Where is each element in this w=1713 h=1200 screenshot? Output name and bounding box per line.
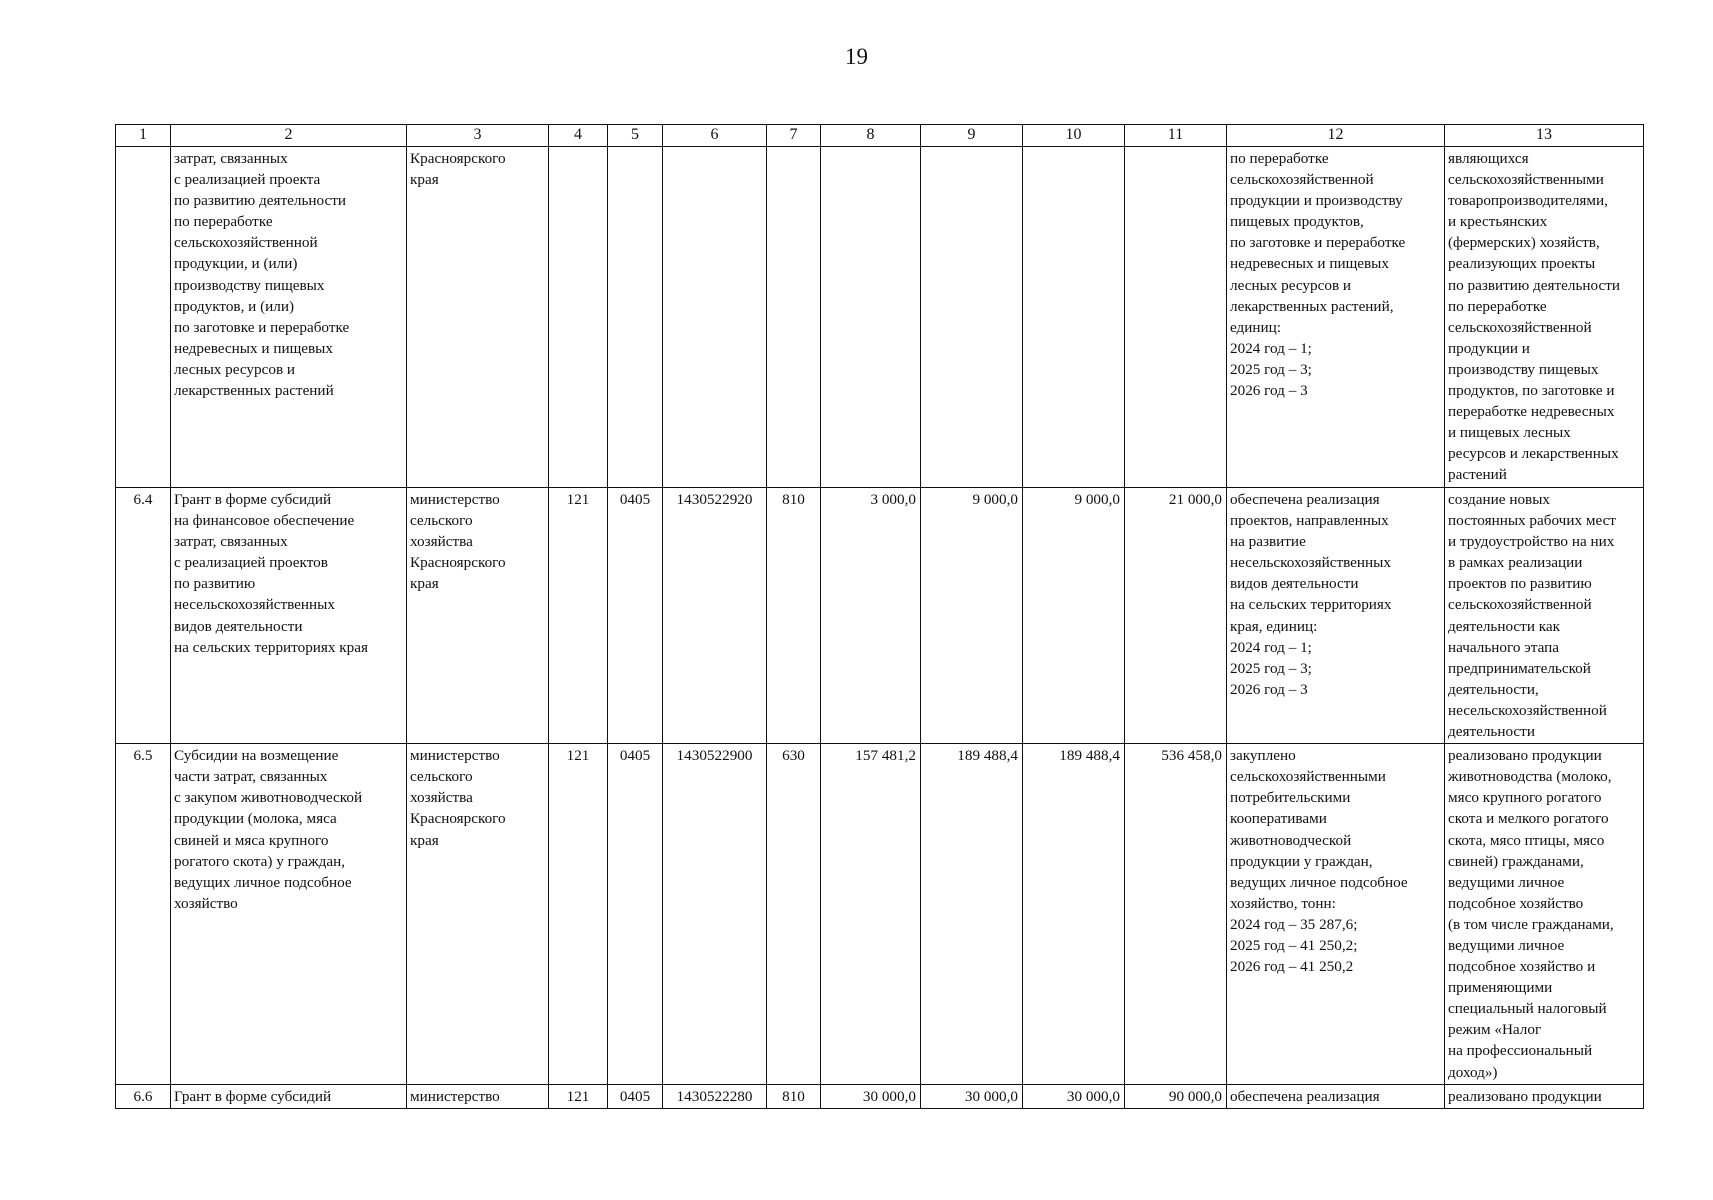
cell-total: 90 000,0 <box>1125 1084 1227 1108</box>
header-cell-6: 6 <box>663 125 767 147</box>
cell-2026: 9 000,0 <box>1023 488 1125 744</box>
cell-2024 <box>821 147 921 488</box>
header-cell-1: 1 <box>116 125 171 147</box>
cell-effect: создание новых постоянных рабочих мест и трудоустройство на них в рамках реализации проектов по развитию сельскохозяйственной деятельности как начального этапа предпринимательской деятельности, несельскохозяйственной деятельности <box>1445 488 1644 744</box>
cell-csr: 1430522900 <box>663 744 767 1085</box>
cell-executor: министерство <box>407 1084 549 1108</box>
cell-csr: 1430522920 <box>663 488 767 744</box>
cell-effect: являющихся сельскохозяйственными товаропроизводителями, и крестьянских (фермерских) хозяйств, реализующих проекты по развитию деятельности по переработке сельскохозяйственной продукции и производству пищевых продуктов, по заготовке и переработке недревесных и пищевых лесных ресурсов и лекарственных растений <box>1445 147 1644 488</box>
cell-grbs: 121 <box>549 488 608 744</box>
header-cell-9: 9 <box>921 125 1023 147</box>
cell-2024: 30 000,0 <box>821 1084 921 1108</box>
cell-effect: реализовано продукции животноводства (молоко, мясо крупного рогатого скота и мелкого рогатого скота, мясо птицы, мясо свиней) гражданами, ведущими личное подсобное хозяйство (в том числе гражданами, ведущими личное подсобное хозяйство и применяющими специальный налоговый режим «Налог на профессиональный доход») <box>1445 744 1644 1085</box>
header-cell-8: 8 <box>821 125 921 147</box>
cell-rzpr: 0405 <box>608 488 663 744</box>
header-cell-7: 7 <box>767 125 821 147</box>
header-cell-4: 4 <box>549 125 608 147</box>
cell-executor: Красноярского края <box>407 147 549 488</box>
cell-csr <box>663 147 767 488</box>
page-number: 19 <box>845 44 868 69</box>
table-row <box>116 488 1644 744</box>
cell-total: 536 458,0 <box>1125 744 1227 1085</box>
cell-result: по переработке сельскохозяйственной продукции и производству пищевых продуктов, по заготовке и переработке недревесных и пищевых лесных ресурсов и лекарственных растений, единиц: 2024 год – 1; 2025 год – 3; 2026 год – 3 <box>1227 147 1445 488</box>
header-cell-10: 10 <box>1023 125 1125 147</box>
cell-rzpr: 0405 <box>608 744 663 1085</box>
cell-2026: 30 000,0 <box>1023 1084 1125 1108</box>
cell-2025: 30 000,0 <box>921 1084 1023 1108</box>
header-cell-13: 13 <box>1445 125 1644 147</box>
cell-executor: министерство сельского хозяйства Красноярского края <box>407 488 549 744</box>
cell-grbs: 121 <box>549 744 608 1085</box>
cell-grbs <box>549 147 608 488</box>
cell-csr: 1430522280 <box>663 1084 767 1108</box>
cell-rzpr: 0405 <box>608 1084 663 1108</box>
cell-number: 6.6 <box>116 1084 171 1108</box>
table-header-row <box>116 125 1644 147</box>
cell-2025: 9 000,0 <box>921 488 1023 744</box>
cell-executor: министерство сельского хозяйства Красноярского края <box>407 744 549 1085</box>
cell-vr: 810 <box>767 488 821 744</box>
header-cell-2: 2 <box>171 125 407 147</box>
cell-2024: 3 000,0 <box>821 488 921 744</box>
cell-2024: 157 481,2 <box>821 744 921 1085</box>
header-cell-3: 3 <box>407 125 549 147</box>
cell-effect: реализовано продукции <box>1445 1084 1644 1108</box>
cell-vr <box>767 147 821 488</box>
header-cell-5: 5 <box>608 125 663 147</box>
header-cell-11: 11 <box>1125 125 1227 147</box>
cell-vr: 810 <box>767 1084 821 1108</box>
cell-result: закуплено сельскохозяйственными потребительскими кооперативами животноводческой продукции у граждан, ведущих личное подсобное хозяйство, тонн: 2024 год – 35 287,6; 2025 год – 41 250,2; 2026 год – 41 250,2 <box>1227 744 1445 1085</box>
table-row <box>116 1084 1644 1108</box>
cell-vr: 630 <box>767 744 821 1085</box>
cell-result: обеспечена реализация проектов, направленных на развитие несельскохозяйственных видов деятельности на сельских территориях края, единиц: 2024 год – 1; 2025 год – 3; 2026 год – 3 <box>1227 488 1445 744</box>
table-row <box>116 147 1644 488</box>
cell-2026 <box>1023 147 1125 488</box>
cell-rzpr <box>608 147 663 488</box>
cell-2025 <box>921 147 1023 488</box>
budget-table <box>115 124 1644 1109</box>
cell-2025: 189 488,4 <box>921 744 1023 1085</box>
cell-total <box>1125 147 1227 488</box>
cell-total: 21 000,0 <box>1125 488 1227 744</box>
cell-activity: Грант в форме субсидий <box>171 1084 407 1108</box>
cell-activity: Субсидии на возмещение части затрат, связанных с закупом животноводческой продукции (молока, мяса свиней и мяса крупного рогатого скота) у граждан, ведущих личное подсобное хозяйство <box>171 744 407 1085</box>
header-cell-12: 12 <box>1227 125 1445 147</box>
cell-number: 6.4 <box>116 488 171 744</box>
cell-activity: затрат, связанных с реализацией проекта по развитию деятельности по переработке сельскохозяйственной продукции, и (или) производству пищевых продуктов, и (или) по заготовке и переработке недревесных и пищевых лесных ресурсов и лекарственных растений <box>171 147 407 488</box>
cell-activity: Грант в форме субсидий на финансовое обеспечение затрат, связанных с реализацией проектов по развитию несельскохозяйственных видов деятельности на сельских территориях края <box>171 488 407 744</box>
cell-number: 6.5 <box>116 744 171 1085</box>
cell-result: обеспечена реализация <box>1227 1084 1445 1108</box>
cell-number <box>116 147 171 488</box>
cell-grbs: 121 <box>549 1084 608 1108</box>
table-row <box>116 744 1644 1085</box>
cell-2026: 189 488,4 <box>1023 744 1125 1085</box>
